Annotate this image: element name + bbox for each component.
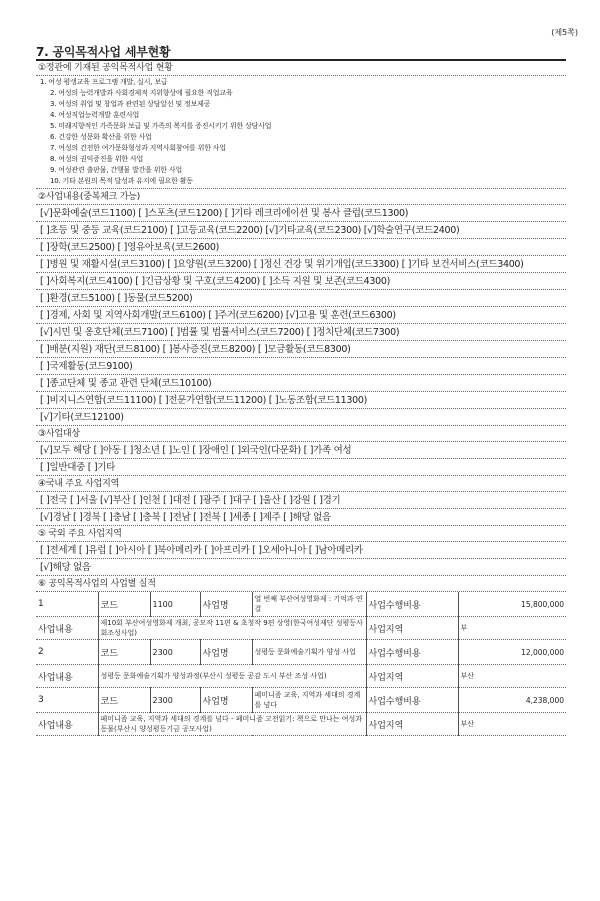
table-row <box>36 640 566 665</box>
content-label: 사업내용 <box>36 665 98 688</box>
business-content-header: ②사업내용(중복체크 가능) <box>36 189 566 205</box>
target-line: [√]모두 해당 [ ]아동 [ ]청소년 [ ]노인 [ ]장애인 [ ]외국인(다문화) [ ]가족 여성 <box>36 442 566 459</box>
cost-value: 15,800,000 <box>458 592 566 617</box>
name-label: 사업명 <box>200 688 252 713</box>
region-label: 사업지역 <box>366 713 458 736</box>
business-content-line: [ ]장학(코드2500) [ ]영유아보육(코드2600) <box>36 239 566 256</box>
content-value: 페미니즘 교육, 지역과 세대의 경계를 넘다 - 페미니즘 고전읽기: 책으로 만나는 여성과 동물(부산시 양성평등기금 공모사업) <box>98 713 366 736</box>
target-header: ③사업대상 <box>36 426 566 442</box>
business-content-line: [√]시민 및 옹호단체(코드7100) [ ]법률 및 법률서비스(코드7200) [ ]정치단체(코드7300) <box>36 324 566 341</box>
purpose-item: 4. 여성직업능력개발 훈련사업 <box>50 111 140 119</box>
content-value: 제10회 부산여성영화제 개최, 공모작 11편 & 초청작 9편 상영(한국여성재단 성평등사회조성사업) <box>98 617 366 640</box>
cost-value: 12,000,000 <box>458 640 566 665</box>
page-number: (제5쪽) <box>551 28 578 37</box>
domestic-region-header: ④국내 주요 사업지역 <box>36 476 566 492</box>
overseas-region-line: [ ]전세계 [ ]유럽 [ ]아시아 [ ]북아메리카 [ ]아프리카 [ ]오세아니아 [ ]남아메리카 <box>36 542 566 559</box>
purpose-item: 5. 미래지향적인 가족문화 보급 및 가족의 복지를 증진시키기 위한 상담사업 <box>50 122 272 130</box>
table-row <box>36 617 566 640</box>
content-value: 성평등 문화예술기획가 양성과정(부산시 성평등 공감 도시 부산 조성 사업) <box>98 665 366 688</box>
row-number: 2 <box>36 640 98 665</box>
performance-header: ⑥ 공익목적사업의 사업별 실적 <box>36 576 566 592</box>
region-value: 부산 <box>458 713 566 736</box>
purpose-item: 7. 여성의 건전한 여가문화형성과 지역사회참여를 위한 사업 <box>50 144 226 152</box>
code-label: 코드 <box>98 640 150 665</box>
business-content-line: [ ]환경(코드5100) [ ]동물(코드5200) <box>36 290 566 307</box>
purpose-item: 10. 기타 본원의 목적 달성과 유지에 필요한 활동 <box>50 177 193 185</box>
business-content-line: [√]기타(코드12100) <box>36 409 566 426</box>
business-content-line: [ ]비지니스연합(코드11100) [ ]전문가연합(코드11200) [ ]노동조합(코드11300) <box>36 392 566 409</box>
name-label: 사업명 <box>200 592 252 617</box>
business-content-line: [√]문화예술(코드1100) [ ]스포츠(코드1200) [ ]기타 레크리에이션 및 봉사 클럽(코드1300) <box>36 205 566 222</box>
business-content-line: [ ]병원 및 재활시설(코드3100) [ ]요양원(코드3200) [ ]정신 건강 및 위기개입(코드3300) [ ]기타 보건서비스(코드3400) <box>36 256 566 273</box>
cost-label: 사업수행비용 <box>366 592 458 617</box>
code-value: 1100 <box>150 592 200 617</box>
domestic-region-line: [ ]전국 [ ]서울 [√]부산 [ ]인천 [ ]대전 [ ]광주 [ ]대구 [ ]울산 [ ]강원 [ ]경기 <box>36 492 566 509</box>
form-body <box>36 60 566 736</box>
section-title: 7. 공익목적사업 세부현황 <box>36 45 171 59</box>
business-content-line: [ ]배분(지원) 재단(코드8100) [ ]봉사증진(코드8200) [ ]모금활동(코드8300) <box>36 341 566 358</box>
code-label: 코드 <box>98 592 150 617</box>
purpose-list <box>36 76 566 189</box>
name-value: 성평등 문화예술기획가 양성 사업 <box>252 640 366 665</box>
business-content-line: [ ]초등 및 중등 교육(코드2100) [ ]고등교육(코드2200) [√]기타교육(코드2300) [√]학술연구(코드2400) <box>36 222 566 239</box>
name-label: 사업명 <box>200 640 252 665</box>
table-row <box>36 713 566 736</box>
cost-label: 사업수행비용 <box>366 640 458 665</box>
overseas-region-line: [√]해당 없음 <box>36 559 566 576</box>
content-label: 사업내용 <box>36 713 98 736</box>
row-number: 1 <box>36 592 98 617</box>
cost-label: 사업수행비용 <box>366 688 458 713</box>
region-label: 사업지역 <box>366 617 458 640</box>
overseas-region-header: ⑤ 국외 주요 사업지역 <box>36 526 566 542</box>
business-content-line: [ ]국제활동(코드9100) <box>36 358 566 375</box>
code-label: 코드 <box>98 688 150 713</box>
business-content-line: [ ]경제, 사회 및 지역사회개발(코드6100) [ ]주거(코드6200) [√]고용 및 훈련(코드6300) <box>36 307 566 324</box>
table-row <box>36 688 566 713</box>
name-value: 페미니즘 교육, 지역과 세대의 경계를 넘다 <box>252 688 366 713</box>
table-row <box>36 592 566 617</box>
purpose-header: ①정관에 기재된 공익목적사업 현황 <box>36 60 566 76</box>
cost-value: 4,238,000 <box>458 688 566 713</box>
code-value: 2300 <box>150 640 200 665</box>
code-value: 2300 <box>150 688 200 713</box>
table-row <box>36 665 566 688</box>
business-content-line: [ ]사회복지(코드4100) [ ]긴급상황 및 구호(코드4200) [ ]소득 지원 및 보존(코드4300) <box>36 273 566 290</box>
purpose-item: 3. 여성의 취업 및 창업과 관련된 상담알선 및 정보제공 <box>50 100 211 108</box>
purpose-item: 2. 여성의 능력개발과 사회경제적 지위향상에 필요한 직업교육 <box>50 89 233 97</box>
content-label: 사업내용 <box>36 617 98 640</box>
purpose-item: 6. 건강한 성문화 확산을 위한 사업 <box>50 133 152 141</box>
region-value: 부 <box>458 617 566 640</box>
name-value: 열 번째 부산여성영화제 : 기억과 연결 <box>252 592 366 617</box>
performance-table <box>36 592 566 736</box>
purpose-item: 8. 여성의 권익증진을 위한 사업 <box>50 155 144 163</box>
domestic-region-line: [√]경남 [ ]경북 [ ]충남 [ ]충북 [ ]전남 [ ]전북 [ ]세종 [ ]제주 [ ]해당 없음 <box>36 509 566 526</box>
row-number: 3 <box>36 688 98 713</box>
target-line: [ ]일반대중 [ ]기타 <box>36 459 566 476</box>
business-content-line: [ ]종교단체 및 종교 관련 단체(코드10100) <box>36 375 566 392</box>
purpose-item: 1. 여성 평생교육 프로그램 개발, 실시, 보급 <box>40 78 168 86</box>
region-label: 사업지역 <box>366 665 458 688</box>
region-value: 부산 <box>458 665 566 688</box>
purpose-item: 9. 여성관련 출판물, 간행물 발간을 위한 사업 <box>50 166 183 174</box>
